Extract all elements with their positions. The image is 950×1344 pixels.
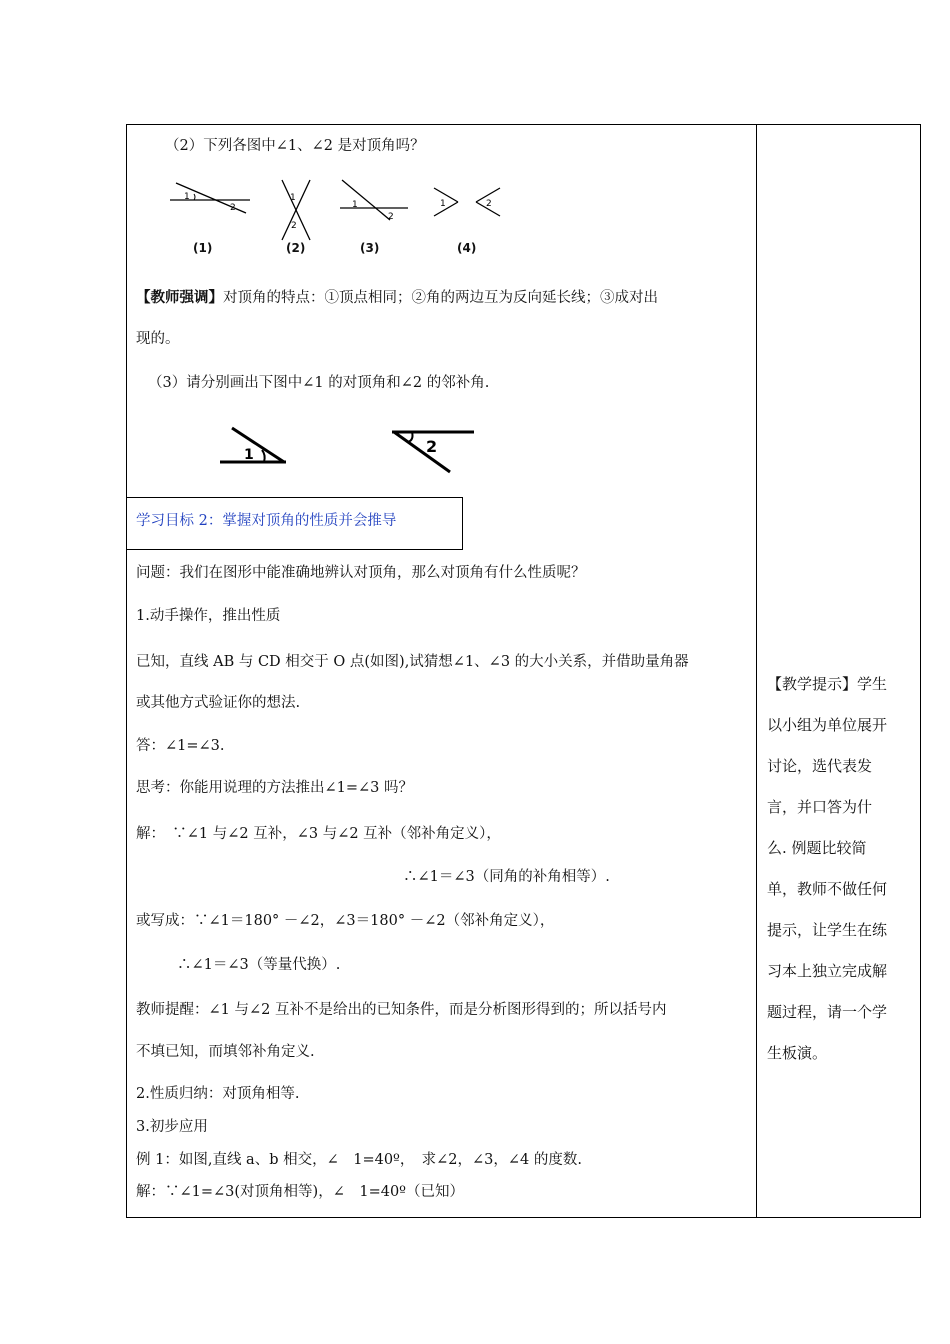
- teaching-tip-line: 讨论，选代表发: [767, 757, 873, 775]
- teaching-tip-line: 言，并口答为什: [767, 798, 873, 816]
- remind-line2: 不填已知，而填邻补角定义.: [136, 1044, 315, 1060]
- teaching-tip-line: 题过程，请一个学: [767, 1003, 888, 1021]
- step3-text: 3.初步应用: [136, 1119, 208, 1135]
- teaching-tip-line: 生板演。: [767, 1044, 828, 1062]
- svg-text:2: 2: [426, 437, 438, 456]
- svg-text:1: 1: [290, 193, 296, 203]
- svg-text:1: 1: [352, 200, 358, 210]
- angle-figure-2: [278, 178, 314, 242]
- alt-line2: ∴∠1＝∠3（等量代换）.: [177, 957, 341, 973]
- figure-label-3: (3): [360, 241, 380, 255]
- step2-text: 2.性质归纳：对顶角相等.: [136, 1086, 300, 1102]
- column-divider: [756, 124, 757, 1218]
- step1-text: 1.动手操作，推出性质: [136, 608, 281, 624]
- known-line2: 或其他方式验证你的想法.: [136, 695, 301, 711]
- teaching-tip-line: 提示，让学生在练: [767, 921, 888, 939]
- angle-1-figure: [218, 424, 288, 466]
- angle-2-figure: [390, 428, 476, 474]
- angle-figure-3: [330, 178, 410, 222]
- remind-line1: 教师提醒：∠1 与∠2 互补不是给出的已知条件，而是分析图形得到的；所以括号内: [136, 1002, 667, 1018]
- angle-figure-1: [168, 180, 252, 216]
- known-line1: 已知，直线 AB 与 CD 相交于 O 点(如图),试猜想∠1、∠3 的大小关系，并借助量角器: [136, 654, 689, 670]
- svg-text:2: 2: [230, 203, 236, 213]
- teacher-emphasis-line1: 【教师强调】对顶角的特点：①顶点相同；②角的两边互为反向延长线；③成对出: [136, 289, 658, 306]
- svg-text:2: 2: [388, 212, 394, 222]
- angle-figure-4: [430, 184, 502, 220]
- learning-goal-2: 学习目标 2：掌握对顶角的性质并会推导: [136, 513, 397, 529]
- solve-line1: 解： ∵∠1 与∠2 互补，∠3 与∠2 互补（邻补角定义），: [136, 826, 501, 842]
- figure-label-1: (1): [193, 241, 213, 255]
- teaching-tip-line: 么. 例题比较简: [767, 839, 867, 857]
- question-text: 问题：我们在图形中能准确地辨认对顶角，那么对顶角有什么性质呢？: [136, 565, 586, 581]
- example1-solution: 解：∵∠1=∠3(对顶角相等)，∠ 1=40º（已知）: [136, 1184, 465, 1200]
- answer-text: 答：∠1=∠3.: [136, 738, 225, 754]
- teaching-tip-line: 单，教师不做任何: [767, 880, 888, 898]
- svg-text:1: 1: [440, 199, 446, 209]
- svg-text:2: 2: [291, 221, 297, 231]
- q3-text: （3）请分别画出下图中∠1 的对顶角和∠2 的邻补角.: [148, 375, 490, 391]
- teaching-tip-line: 【教学提示】学生: [767, 675, 888, 693]
- alt-line1: 或写成：∵∠1＝180° －∠2，∠3＝180° －∠2（邻补角定义），: [136, 913, 555, 929]
- q2-text: （2）下列各图中∠1、∠2 是对顶角吗？: [165, 138, 425, 154]
- teacher-emphasis-line2: 现的。: [136, 331, 180, 347]
- figure-label-2: (2): [286, 241, 306, 255]
- example1-text: 例 1：如图,直线 a、b 相交，∠ 1=40º， 求∠2，∠3，∠4 的度数.: [136, 1152, 582, 1168]
- svg-text:1: 1: [244, 447, 254, 463]
- figure-label-4: (4): [457, 241, 477, 255]
- teacher-emphasis-label: 【教师强调】: [136, 289, 223, 306]
- svg-text:1: 1: [184, 192, 190, 202]
- think-text: 思考：你能用说理的方法推出∠1=∠3 吗？: [136, 780, 414, 796]
- solve-line2: ∴∠1＝∠3（同角的补角相等）.: [403, 869, 610, 885]
- teaching-tip-line: 习本上独立完成解: [767, 962, 888, 980]
- teaching-tip-line: 以小组为单位展开: [767, 716, 888, 734]
- svg-text:2: 2: [486, 199, 492, 209]
